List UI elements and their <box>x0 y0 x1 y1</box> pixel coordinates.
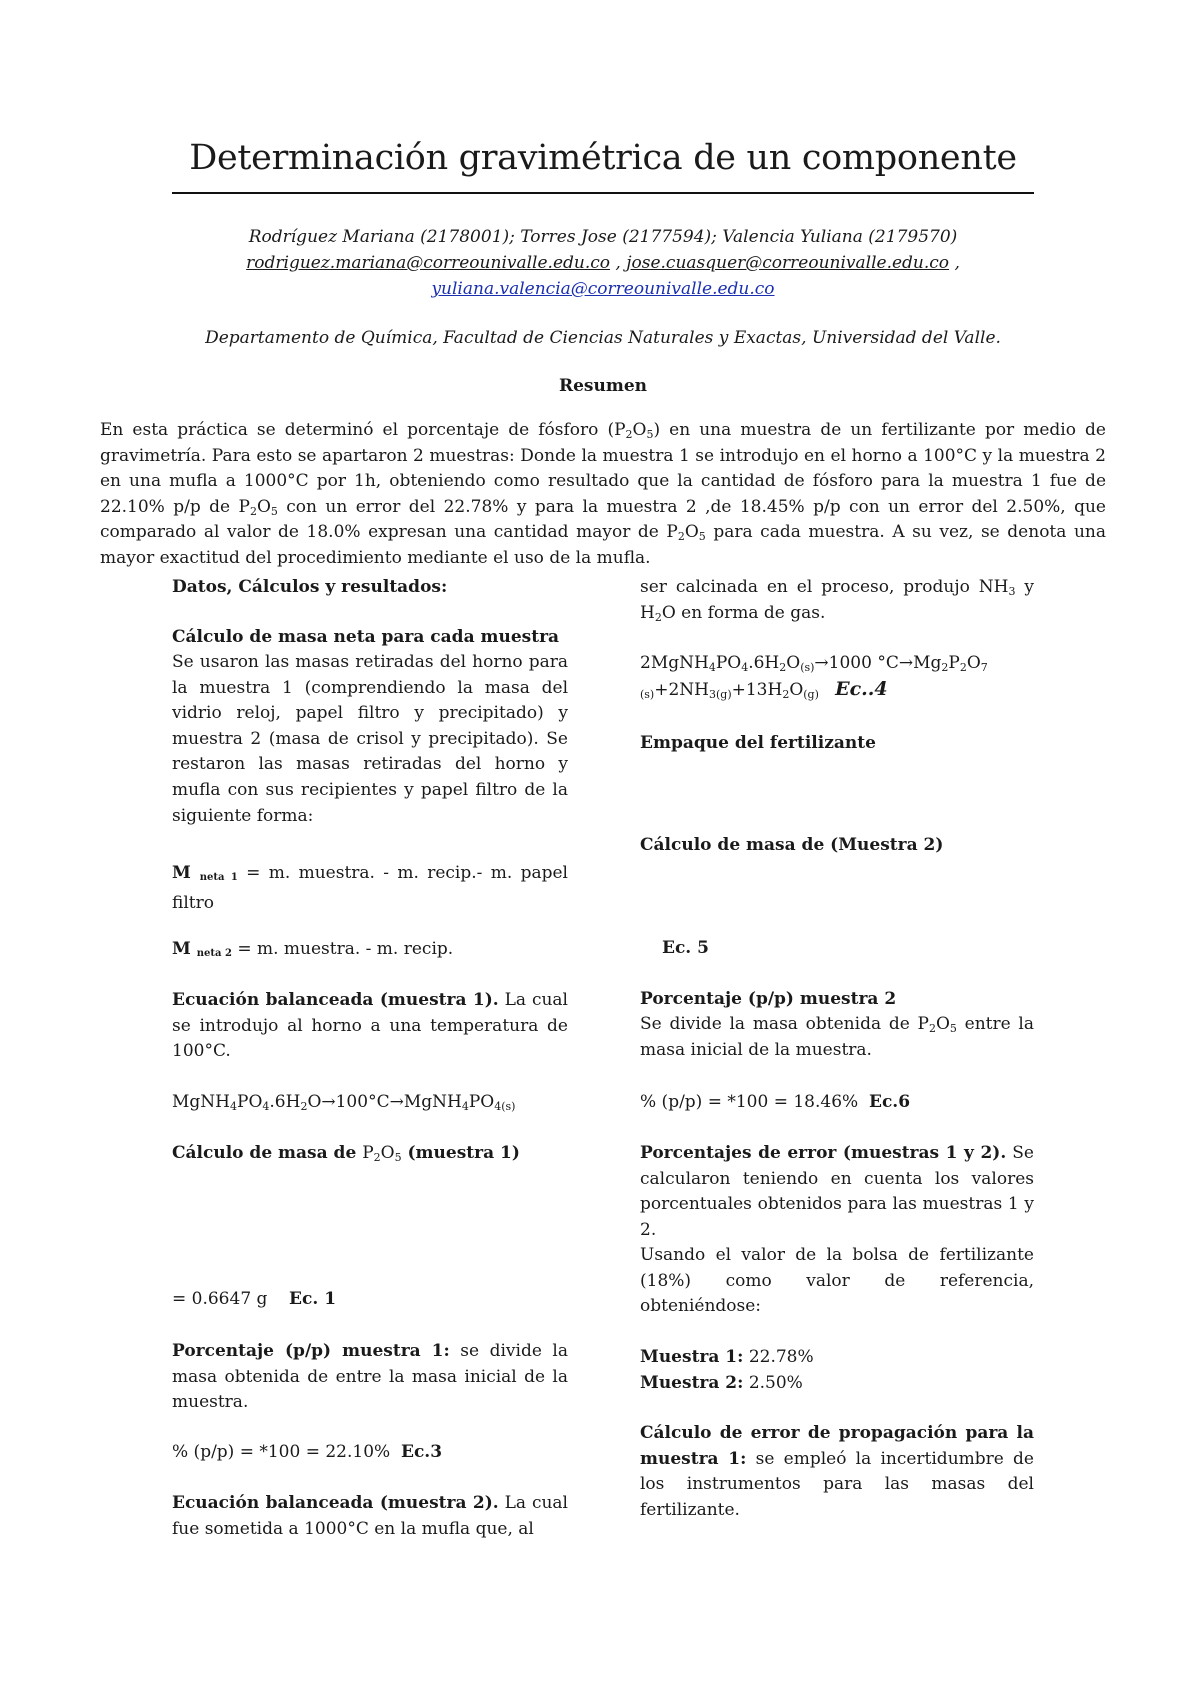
paragraph-ecuacion-balanceada-2: Ecuación balanceada (muestra 2). La cual fue sometida a 1000°C en la mufla que, al <box>172 1493 568 1539</box>
error-muestra-2: Muestra 2: 2.50% <box>640 1373 803 1393</box>
section-heading-datos: Datos, Cálculos y resultados: <box>172 577 448 597</box>
abstract-text: En esta práctica se determinó el porcentaje de fósforo $(P_2O_5)$ en una muestra de un fertilizante por medio de gravimetría. Para esto se apartaron 2 muestras: Donde la muestra 1 se introdujo en el horno a 100°C y la muestra 2 en una mufla a 1000°C por 1h, obteniendo como resultado que la cantidad de fósforo para la muestra 1 fue de 22.10% p/p de $P_2O_5$ con un error del 22.78% y para la muestra 2 ,de 18.45% p/p con un error del 2.50%, que comparado al valor de 18.0% expresan una cantidad mayor de $P_2O_5$ para cada muestra. A su vez, se denota una mayor exactitud del procedimiento mediante el uso de la mufla. <box>100 420 1106 568</box>
formula-masa-neta-2: M neta 2 = m. muestra. - m. recip. <box>172 939 454 959</box>
email-link-cuasquer[interactable]: jose.cuasquer@correounivalle.edu.co <box>626 253 950 273</box>
paragraph-porcentaje-2: Se divide la masa obtenida de $P_2O_5$ entre la masa inicial de la muestra. <box>640 1014 1034 1060</box>
department-affiliation: Departamento de Química, Facultad de Ciencias Naturales y Exactas, Universidad del Valle. <box>205 328 1001 348</box>
heading-masa-2: Cálculo de masa de (Muestra 2) <box>640 835 944 855</box>
paragraph-ecuacion-balanceada-1: Ecuación balanceada (muestra 1). La cual se introdujo al horno a una temperatura de 100°C. <box>172 990 568 1062</box>
title-underline <box>172 192 1034 194</box>
reaction-equation-2: $2MgNH_4PO_4.6H_2O_{(s)}\to 1000$ $^\circ C\to Mg_2P_2O_7$ $_{(s)}+2NH_{3(g)}+13H_2O_{(g)}$ Ec..4 <box>640 653 988 701</box>
author-emails-line2 <box>120 276 1086 302</box>
left-column <box>172 575 568 1539</box>
formula-masa-neta-1: M neta 1 = m. muestra. - m. recip.- m. papel filtro <box>172 863 568 913</box>
author-emails-line1 <box>120 250 1086 276</box>
heading-masa-neta: Cálculo de masa neta para cada muestra <box>172 627 560 647</box>
heading-empaque: Empaque del fertilizante <box>640 733 876 753</box>
equation-porcentaje-2: % (p/p) = *100 = 18.46% Ec.6 <box>640 1092 911 1112</box>
error-muestra-1: Muestra 1: 22.78% <box>640 1347 814 1367</box>
email-link-rodriguez[interactable]: rodriguez.mariana@correounivalle.edu.co <box>246 253 611 273</box>
paragraph-porcentajes-error: Porcentajes de error (muestras 1 y 2). Se calcularon teniendo en cuenta los valores porcentuales obtenidos para las muestras 1 y 2. <box>640 1143 1034 1240</box>
equation-label-5: Ec. 5 <box>662 938 709 958</box>
email-separator: , <box>610 253 627 273</box>
author-names: Rodríguez Mariana (2178001); Torres Jose (2177594); Valencia Yuliana (2179570) <box>248 227 958 247</box>
paragraph-valor-referencia: Usando el valor de la bolsa de fertilizante (18%) como valor de referencia, obteniéndose: <box>640 1245 1034 1317</box>
paragraph-masa-neta: Se usaron las masas retiradas del horno para la muestra 1 (comprendiendo la masa del vidrio reloj, papel filtro y precipitado) y muestra 2 (masa de crisol y precipitado). Se restaron las masas retiradas del horno y mufla con sus recipientes y papel filtro de la siguiente forma: <box>172 652 568 826</box>
email-link-valencia[interactable]: yuliana.valencia@correounivalle.edu.co <box>431 279 775 299</box>
author-block <box>120 224 1086 302</box>
paper-title: Determinación gravimétrica de un componente <box>189 138 1017 178</box>
paragraph-porcentaje-1: Porcentaje (p/p) muestra 1: se divide la masa obtenida de entre la masa inicial de la muestra. <box>172 1341 568 1413</box>
reaction-equation-1: $MgNH_4PO_4.6H_2O\to 100^\circ C\to MgNH_4PO_{4(s)}$ <box>172 1092 516 1113</box>
heading-porcentaje-2: Porcentaje (p/p) muestra 2 <box>640 989 897 1009</box>
result-masa-1: = 0.6647 g Ec. 1 <box>172 1289 337 1309</box>
paragraph-continuation: ser calcinada en el proceso, produjo $NH_3$ y $H_2O$ en forma de gas. <box>640 577 1034 624</box>
paragraph-error-propagacion: Cálculo de error de propagación para la muestra 1: se empleó la incertidumbre de los instrumentos para las masas del fertilizante. <box>640 1423 1034 1520</box>
equation-porcentaje-1: % (p/p) = *100 = 22.10% Ec.3 <box>172 1442 443 1462</box>
abstract-heading: Resumen <box>558 376 648 396</box>
equation-label-4: Ec..4 <box>835 677 888 700</box>
heading-masa-p2o5-1: Cálculo de masa de $P_2O_5$ (muestra 1) <box>172 1143 520 1164</box>
email-separator: , <box>949 253 960 273</box>
